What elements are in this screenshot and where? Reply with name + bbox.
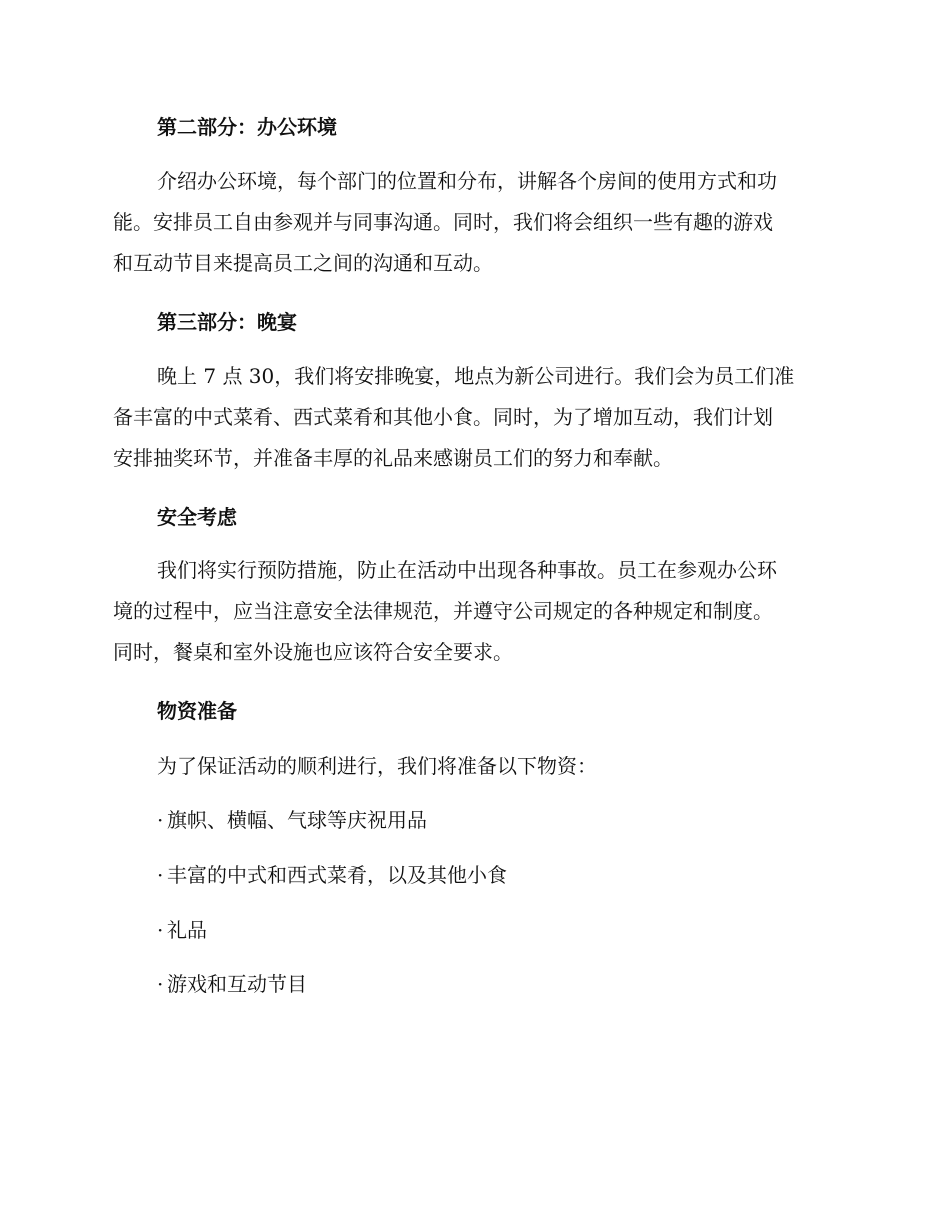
paragraph-line: 同时，餐桌和室外设施也应该符合安全要求。 <box>113 640 513 664</box>
list-item-text: 礼品 <box>167 918 207 942</box>
list-item-text: 旗帜、横幅、气球等庆祝用品 <box>167 808 427 832</box>
paragraph-safety <box>113 550 835 673</box>
paragraph-office-environment <box>113 161 835 284</box>
list-item-text: 游戏和互动节目 <box>167 972 307 996</box>
list-item <box>157 806 427 834</box>
bullet-dot: · <box>157 972 164 996</box>
paragraph-line: 安排抽奖环节，并准备丰厚的礼品来感谢员工们的努力和奉献。 <box>113 446 673 470</box>
paragraph-line: 备丰富的中式菜肴、西式菜肴和其他小食。同时，为了增加互动，我们计划 <box>113 405 773 429</box>
list-item <box>157 916 207 944</box>
list-item <box>157 970 307 998</box>
paragraph-line: 我们将实行预防措施，防止在活动中出现各种事故。员工在参观办公环 <box>157 558 777 582</box>
section-heading-safety: 安全考虑 <box>157 505 237 529</box>
paragraph-line: 晚上 7 点 30，我们将安排晚宴，地点为新公司进行。我们会为员工们准 <box>157 364 795 388</box>
section-heading-office-environment: 第二部分：办公环境 <box>157 115 337 139</box>
supplies-intro: 为了保证活动的顺利进行，我们将准备以下物资： <box>157 754 597 778</box>
paragraph-line: 境的过程中，应当注意安全法律规范，并遵守公司规定的各种规定和制度。 <box>113 599 773 623</box>
list-item-text: 丰富的中式和西式菜肴，以及其他小食 <box>167 863 507 887</box>
bullet-dot: · <box>157 863 164 887</box>
paragraph-line: 介绍办公环境，每个部门的位置和分布，讲解各个房间的使用方式和功 <box>157 169 777 193</box>
bullet-dot: · <box>157 918 164 942</box>
bullet-dot: · <box>157 808 164 832</box>
section-heading-supplies: 物资准备 <box>157 699 237 723</box>
paragraph-dinner <box>113 356 835 479</box>
section-heading-dinner: 第三部分：晚宴 <box>157 310 297 334</box>
paragraph-line: 和互动节目来提高员工之间的沟通和互动。 <box>113 251 493 275</box>
paragraph-line: 能。安排员工自由参观并与同事沟通。同时，我们将会组织一些有趣的游戏 <box>113 210 773 234</box>
list-item <box>157 861 507 889</box>
